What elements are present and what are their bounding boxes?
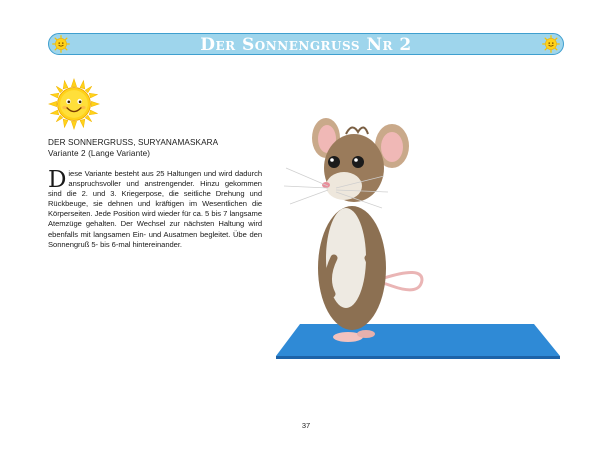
drop-cap: D — [48, 167, 67, 193]
section-heading: DER SONNERGRUSS, SURYANAMASKARA — [48, 138, 219, 147]
body-paragraph — [48, 169, 262, 250]
smiling-sun-icon — [48, 78, 100, 130]
title-banner — [48, 33, 564, 55]
body-text: iese Variante besteht aus 25 Haltungen und wird dadurch anspruchsvoller und anstrengender. Hinzu gekommen sind die 2. und 3. Kriegerpose, die seitliche Drehung und Rückbeuge, sie dehnen und kräftigen im Wesentlichen die Körperseiten. Jede Position wird wieder für ca. 5 bis 7 langsame Atemzüge gehalten. Der Wechsel zur nächsten Haltung wird ebenfalls mit langsamen Ein- und Ausatmen begleitet. Übe den Sonnengruß 5- bis 6-mal hintereinander. — [48, 169, 262, 249]
page-number: 37 — [301, 421, 311, 430]
yoga-mat — [276, 324, 560, 356]
mouse-illustration — [272, 108, 568, 360]
text-section — [48, 138, 262, 250]
smiling-sun-icon — [542, 35, 560, 53]
section-subheading: Variante 2 (Lange Variante) — [48, 148, 151, 158]
page-title: Der Sonnengruss Nr 2 — [200, 35, 412, 55]
